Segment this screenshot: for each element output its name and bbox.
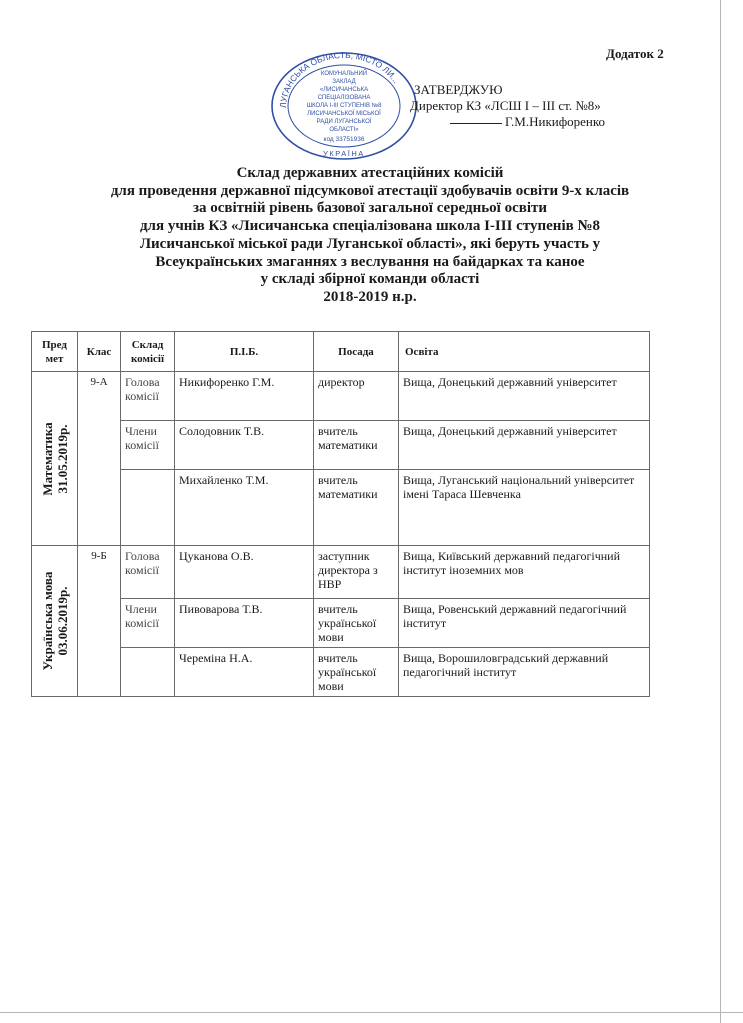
stamp-ring-path: ЛУГАНСЬКА ОБЛАСТЬ, МІСТО ЛИ... bbox=[277, 49, 402, 109]
stamp-line: ЗАКЛАД bbox=[332, 79, 356, 85]
table-row bbox=[32, 470, 650, 546]
subject-name: Математика bbox=[39, 421, 55, 496]
name-cell: Никифоренко Г.М. bbox=[175, 372, 314, 421]
approval-signature-line bbox=[450, 114, 605, 130]
table-row bbox=[32, 421, 650, 470]
header-education: Освіта bbox=[399, 332, 650, 372]
subject-label bbox=[40, 422, 70, 495]
name-cell: Солодовник Т.В. bbox=[175, 421, 314, 470]
header-position: Посада bbox=[314, 332, 399, 372]
header-class: Клас bbox=[78, 332, 121, 372]
position-cell: вчитель української мови bbox=[314, 648, 399, 697]
header-composition: Склад комісії bbox=[121, 332, 175, 372]
stamp-line: ОБЛАСТІ» bbox=[329, 127, 359, 133]
position-cell: директор bbox=[314, 372, 399, 421]
title-line: для учнів КЗ «Лисичанська спеціалізована школа І-ІІІ ступенів №8 bbox=[139, 218, 601, 235]
table-row bbox=[32, 372, 650, 421]
stamp-line: ЛИСИЧАНСЬКОЇ МІСЬКОЇ bbox=[307, 111, 381, 117]
stamp-line: РАДИ ЛУГАНСЬКОЇ bbox=[316, 119, 372, 125]
role-cell: Члени комісії bbox=[121, 599, 175, 648]
education-cell: Вища, Ворошиловградський державний педагогічний інститут bbox=[399, 648, 650, 697]
table-header-row bbox=[32, 332, 650, 372]
role-cell bbox=[121, 470, 175, 546]
title-line: 2018-2019 н.р. bbox=[323, 288, 417, 305]
role-cell: Члени комісії bbox=[121, 421, 175, 470]
header-name: П.І.Б. bbox=[175, 332, 314, 372]
approval-title: ЗАТВЕРДЖУЮ bbox=[414, 82, 503, 97]
title-line: Склад державних атестаційних комісій bbox=[236, 165, 504, 181]
signature-blank bbox=[450, 123, 502, 124]
education-cell: Вища, Донецький державний університет bbox=[399, 372, 650, 421]
position-cell: заступник директора з НВР bbox=[314, 546, 399, 599]
table-row bbox=[32, 546, 650, 599]
position-cell: вчитель математики bbox=[314, 470, 399, 546]
name-cell: Михайленко Т.М. bbox=[175, 470, 314, 546]
approval-block bbox=[410, 82, 605, 130]
education-cell: Вища, Донецький державний університет bbox=[399, 421, 650, 470]
position-cell: вчитель математики bbox=[314, 421, 399, 470]
document-title bbox=[40, 165, 700, 307]
education-cell: Вища, Київський державний педагогічний інститут іноземних мов bbox=[399, 546, 650, 599]
title-line: Лисичанської міської ради Луганської області», які беруть участь у bbox=[139, 235, 601, 252]
annex-label: Додаток 2 bbox=[606, 46, 664, 61]
stamp-line: СПЕЦІАЛІЗОВАНА bbox=[317, 95, 371, 101]
education-cell: Вища, Луганський національний університет імені Тараса Шевченка bbox=[399, 470, 650, 546]
role-cell bbox=[121, 648, 175, 697]
approval-signer: Г.М.Никифоренко bbox=[505, 114, 606, 129]
education-cell: Вища, Ровенський державний педагогічний інститут bbox=[399, 599, 650, 648]
title-line: за освітній рівень базової загальної середньої освіти bbox=[192, 200, 548, 217]
scan-edge-right bbox=[720, 0, 721, 1023]
table-row bbox=[32, 599, 650, 648]
commission-table bbox=[31, 331, 650, 697]
role-cell: Голова комісії bbox=[121, 372, 175, 421]
subject-cell-ukrainian bbox=[32, 546, 78, 697]
header-subject: Пред мет bbox=[32, 332, 78, 372]
title-line: у складі збірної команди області bbox=[260, 271, 480, 288]
school-stamp bbox=[268, 48, 420, 160]
name-cell: Череміна Н.А. bbox=[175, 648, 314, 697]
stamp-line: «ЛИСИЧАНСЬКА bbox=[319, 87, 369, 93]
subject-date: 03.06.2019р. bbox=[54, 586, 70, 656]
scan-edge-bottom bbox=[0, 1012, 743, 1013]
subject-name: Українська мова bbox=[39, 571, 55, 671]
subject-date: 31.05.2019р. bbox=[54, 424, 70, 493]
stamp-line: ШКОЛА І-ІІІ СТУПЕНІВ №8 bbox=[306, 103, 382, 109]
stamp-line: КОМУНАЛЬНИЙ bbox=[320, 71, 368, 77]
position-cell: вчитель української мови bbox=[314, 599, 399, 648]
name-cell: Цуканова О.В. bbox=[175, 546, 314, 599]
subject-cell-math bbox=[32, 372, 78, 546]
approval-position: Директор КЗ «ЛСШ І – ІІІ ст. №8» bbox=[410, 98, 601, 113]
table-row bbox=[32, 648, 650, 697]
role-cell: Голова комісії bbox=[121, 546, 175, 599]
title-line: Всеукраїнських змаганнях з веслування на байдарках та каное bbox=[155, 253, 585, 270]
class-cell: 9-Б bbox=[78, 546, 121, 697]
name-cell: Пивоварова Т.В. bbox=[175, 599, 314, 648]
stamp-code: код 33751936 bbox=[323, 136, 365, 143]
stamp-bottom-text: УКРАЇНА bbox=[323, 149, 365, 158]
title-line: для проведення державної підсумкової атестації здобувачів освіти 9-х класів bbox=[110, 182, 630, 199]
class-cell: 9-А bbox=[78, 372, 121, 546]
subject-label bbox=[40, 572, 70, 671]
